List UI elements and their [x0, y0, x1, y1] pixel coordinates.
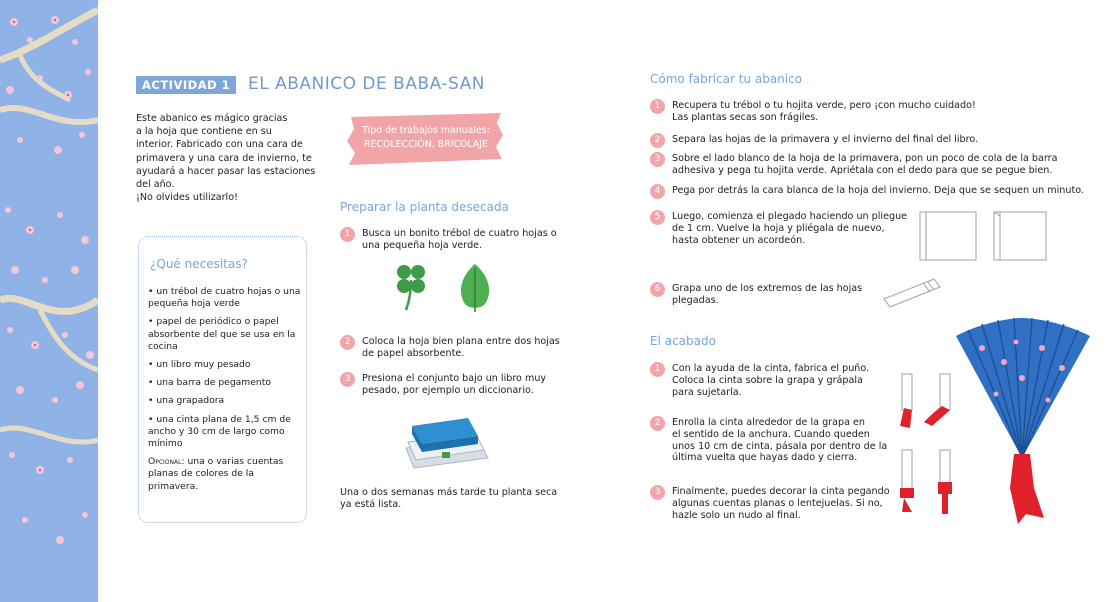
- step-text: Presiona el conjunto bajo un libro muy pesado, por ejemplo un diccionario.: [362, 373, 547, 396]
- step-number: 5: [650, 210, 665, 225]
- craft-type-label: Tipo de trabajos manuales:: [362, 125, 490, 136]
- material-item: • un trébol de cuatro hojas o una pequeña hoja verde: [148, 286, 301, 310]
- make-section-title: Cómo fabricar tu abanico: [650, 72, 803, 86]
- material-item: • una barra de pegamento: [148, 377, 271, 389]
- step-text: Sobre el lado blanco de la hoja de la primavera, pon un poco de cola de la barra adhesiva y pega tu hojita verde. Apriétala con el dedo para que se pegue bien.: [672, 153, 1058, 176]
- step-number: 2: [650, 416, 665, 431]
- step-number: 3: [340, 372, 355, 387]
- clover-icon: [392, 262, 430, 312]
- prepare-step: [340, 336, 580, 360]
- make-step: [650, 283, 910, 307]
- intro-reminder: ¡No olvides utilizarlo!: [136, 192, 238, 204]
- make-step: [650, 134, 1070, 148]
- step-number: 1: [340, 227, 355, 242]
- make-step: [650, 153, 1090, 177]
- material-item: • papel de periódico o papel absorbente del que se usa en la cocina: [148, 316, 296, 352]
- finish-step: [650, 417, 900, 464]
- heavy-book-icon: [398, 412, 490, 474]
- prepare-section-title: Preparar la planta desecada: [340, 200, 509, 214]
- step-number: 4: [650, 184, 665, 199]
- step-text: Con la ayuda de la cinta, fabrica el puño. Coloca la cinta sobre la grapa y grápala para sujetarla.: [672, 363, 870, 398]
- make-step: [650, 100, 1070, 124]
- step-text: Separa las hojas de la primavera y el invierno del final del libro.: [672, 134, 979, 145]
- step-number: 6: [650, 282, 665, 297]
- step-text: Grapa uno de los extremos de las hojas plegadas.: [672, 283, 863, 306]
- material-optional: [148, 456, 303, 493]
- materials-title: ¿Qué necesitas?: [150, 257, 248, 271]
- step-number: 1: [650, 362, 665, 377]
- step-text: Enrolla la cinta alrededor de la grapa en el sentido de la anchura. Cuando queden unos 10 cm de cinta, pásala por dentro de la última vuelta que hayas dado y cierra.: [672, 417, 888, 464]
- page-title: EL ABANICO DE BABA-SAN: [248, 74, 485, 94]
- finished-fan-icon: [952, 318, 1094, 528]
- stapled-folds-icon: [880, 275, 944, 309]
- prepare-note: Una o dos semanas más tarde tu planta seca ya está lista.: [340, 487, 558, 510]
- prepare-step: [340, 228, 580, 252]
- green-leaf-icon: [455, 262, 495, 314]
- prepare-step: [340, 373, 580, 397]
- step-text: Finalmente, puedes decorar la cinta pegando algunas cuentas planas o lentejuelas. Si no, hazle solo un nudo al final.: [672, 486, 890, 521]
- finish-step: [650, 363, 900, 398]
- step-text: Luego, comienza el plegado haciendo un pliegue de 1 cm. Vuelve la hoja y pliégala de nuevo, hasta obtener un acordeón.: [672, 211, 908, 246]
- optional-label: Opcional:: [148, 456, 185, 468]
- step-text: Recupera tu trébol o tu hojita verde, pero ¡con mucho cuidado! Las plantas secas son frágiles.: [672, 100, 976, 123]
- step-text: Busca un bonito trébol de cuatro hojas o una pequeña hoja verde.: [362, 228, 557, 251]
- make-step: [650, 211, 910, 246]
- intro-paragraph: [136, 112, 316, 204]
- intro-text: Este abanico es mágico gracias a la hoja que contiene en su interior. Fabricado con una cara de primavera y una cara de invierno, te ayudará a hacer pasar las estaciones del año.: [136, 113, 316, 191]
- material-item: • una cinta plana de 1,5 cm de ancho y 30 cm de largo como mínimo: [148, 413, 291, 450]
- activity-number-tag: ACTIVIDAD 1: [136, 76, 236, 94]
- folding-sheet-icon: [918, 208, 1050, 264]
- step-number: 1: [650, 99, 665, 114]
- optional-text: una o varias cuentas planas de colores de la primavera.: [148, 456, 284, 492]
- step-number: 2: [650, 133, 665, 148]
- step-number: 3: [650, 152, 665, 167]
- step-number: 3: [650, 485, 665, 500]
- material-item: • una grapadora: [148, 395, 225, 407]
- material-item: • un libro muy pesado: [148, 359, 251, 371]
- craft-type-value: RECOLECCIÓN, BRICOLAJE: [364, 139, 488, 150]
- craft-type-text: [352, 124, 500, 152]
- step-text: Pega por detrás la cara blanca de la hoja del invierno. Deja que se sequen un minuto.: [672, 185, 1084, 196]
- blossom-branch-illustration: [0, 0, 98, 602]
- step-number: 2: [340, 335, 355, 350]
- step-text: Coloca la hoja bien plana entre dos hojas de papel absorbente.: [362, 336, 560, 359]
- finish-section-title: El acabado: [650, 334, 716, 348]
- materials-list: [148, 286, 303, 499]
- finish-step: [650, 486, 900, 521]
- make-step: [650, 185, 1090, 199]
